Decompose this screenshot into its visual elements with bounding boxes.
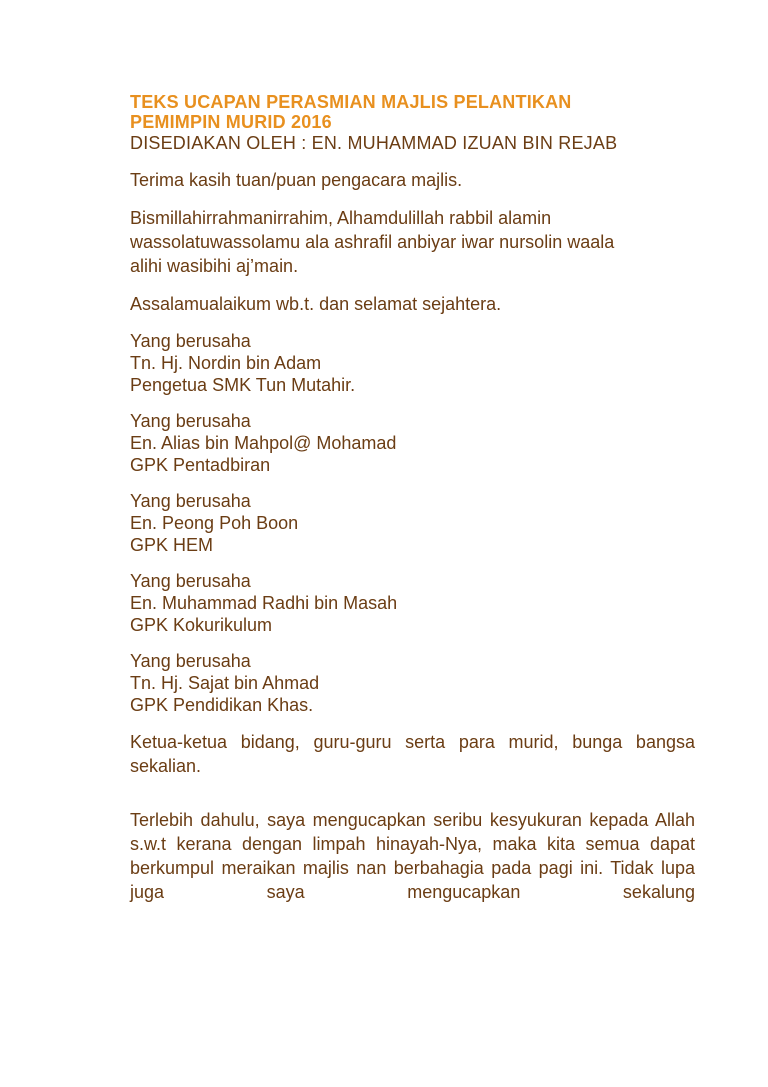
dignitary-position: GPK Kokurikulum	[130, 615, 273, 635]
greeting-paragraph: Assalamualaikum wb.t. dan selamat sejahtera.	[130, 294, 502, 314]
dignitary-position: GPK Pendidikan Khas.	[130, 695, 314, 715]
dignitary-salutation: Yang berusaha	[130, 411, 251, 431]
opening-paragraph	[130, 206, 695, 278]
document-byline: DISEDIAKAN OLEH : EN. MUHAMMAD IZUAN BIN REJAB	[130, 133, 618, 153]
opening-line-3: alihi wasibihi aj’main.	[130, 256, 299, 276]
audience-paragraph: Ketua-ketua bidang, guru-guru serta para murid, bunga bangsa sekalian.	[130, 732, 695, 776]
dignitary-position: GPK HEM	[130, 535, 214, 555]
dignitary-position: GPK Pentadbiran	[130, 455, 271, 475]
dignitary-name: Tn. Hj. Nordin bin Adam	[130, 353, 322, 373]
dignitary-name: En. Muhammad Radhi bin Masah	[130, 593, 398, 613]
dignitary-name: En. Peong Poh Boon	[130, 513, 299, 533]
opening-line-2: wassolatuwassolamu ala ashrafil anbiyar iwar nursolin waala	[130, 232, 615, 252]
document-title-line1: TEKS UCAPAN PERASMIAN MAJLIS PELANTIKAN	[130, 92, 572, 112]
dignitary-block	[130, 490, 695, 556]
dignitary-block	[130, 570, 695, 636]
document-title-line2: PEMIMPIN MURID 2016	[130, 112, 332, 132]
dignitary-block	[130, 330, 695, 396]
opening-line-1: Bismillahirrahmanirrahim, Alhamdulillah rabbil alamin	[130, 208, 552, 228]
dignitary-salutation: Yang berusaha	[130, 651, 251, 671]
dignitary-position: Pengetua SMK Tun Mutahir.	[130, 375, 356, 395]
dignitary-block	[130, 410, 695, 476]
document-page	[130, 92, 695, 918]
dignitary-salutation: Yang berusaha	[130, 571, 251, 591]
dignitary-block	[130, 650, 695, 716]
dignitary-salutation: Yang berusaha	[130, 491, 251, 511]
dignitary-name: Tn. Hj. Sajat bin Ahmad	[130, 673, 320, 693]
dignitary-salutation: Yang berusaha	[130, 331, 251, 351]
body-paragraph: Terlebih dahulu, saya mengucapkan seribu kesyukuran kepada Allah s.w.t kerana dengan limpah hinayah-Nya, maka kita semua dapat berkumpul meraikan majlis nan berbahagia pada pagi ini. Tidak lupa juga saya mengucapkan sekalung	[130, 810, 695, 902]
dignitary-name: En. Alias bin Mahpol@ Mohamad	[130, 433, 397, 453]
thanks-paragraph: Terima kasih tuan/puan pengacara majlis.	[130, 170, 463, 190]
